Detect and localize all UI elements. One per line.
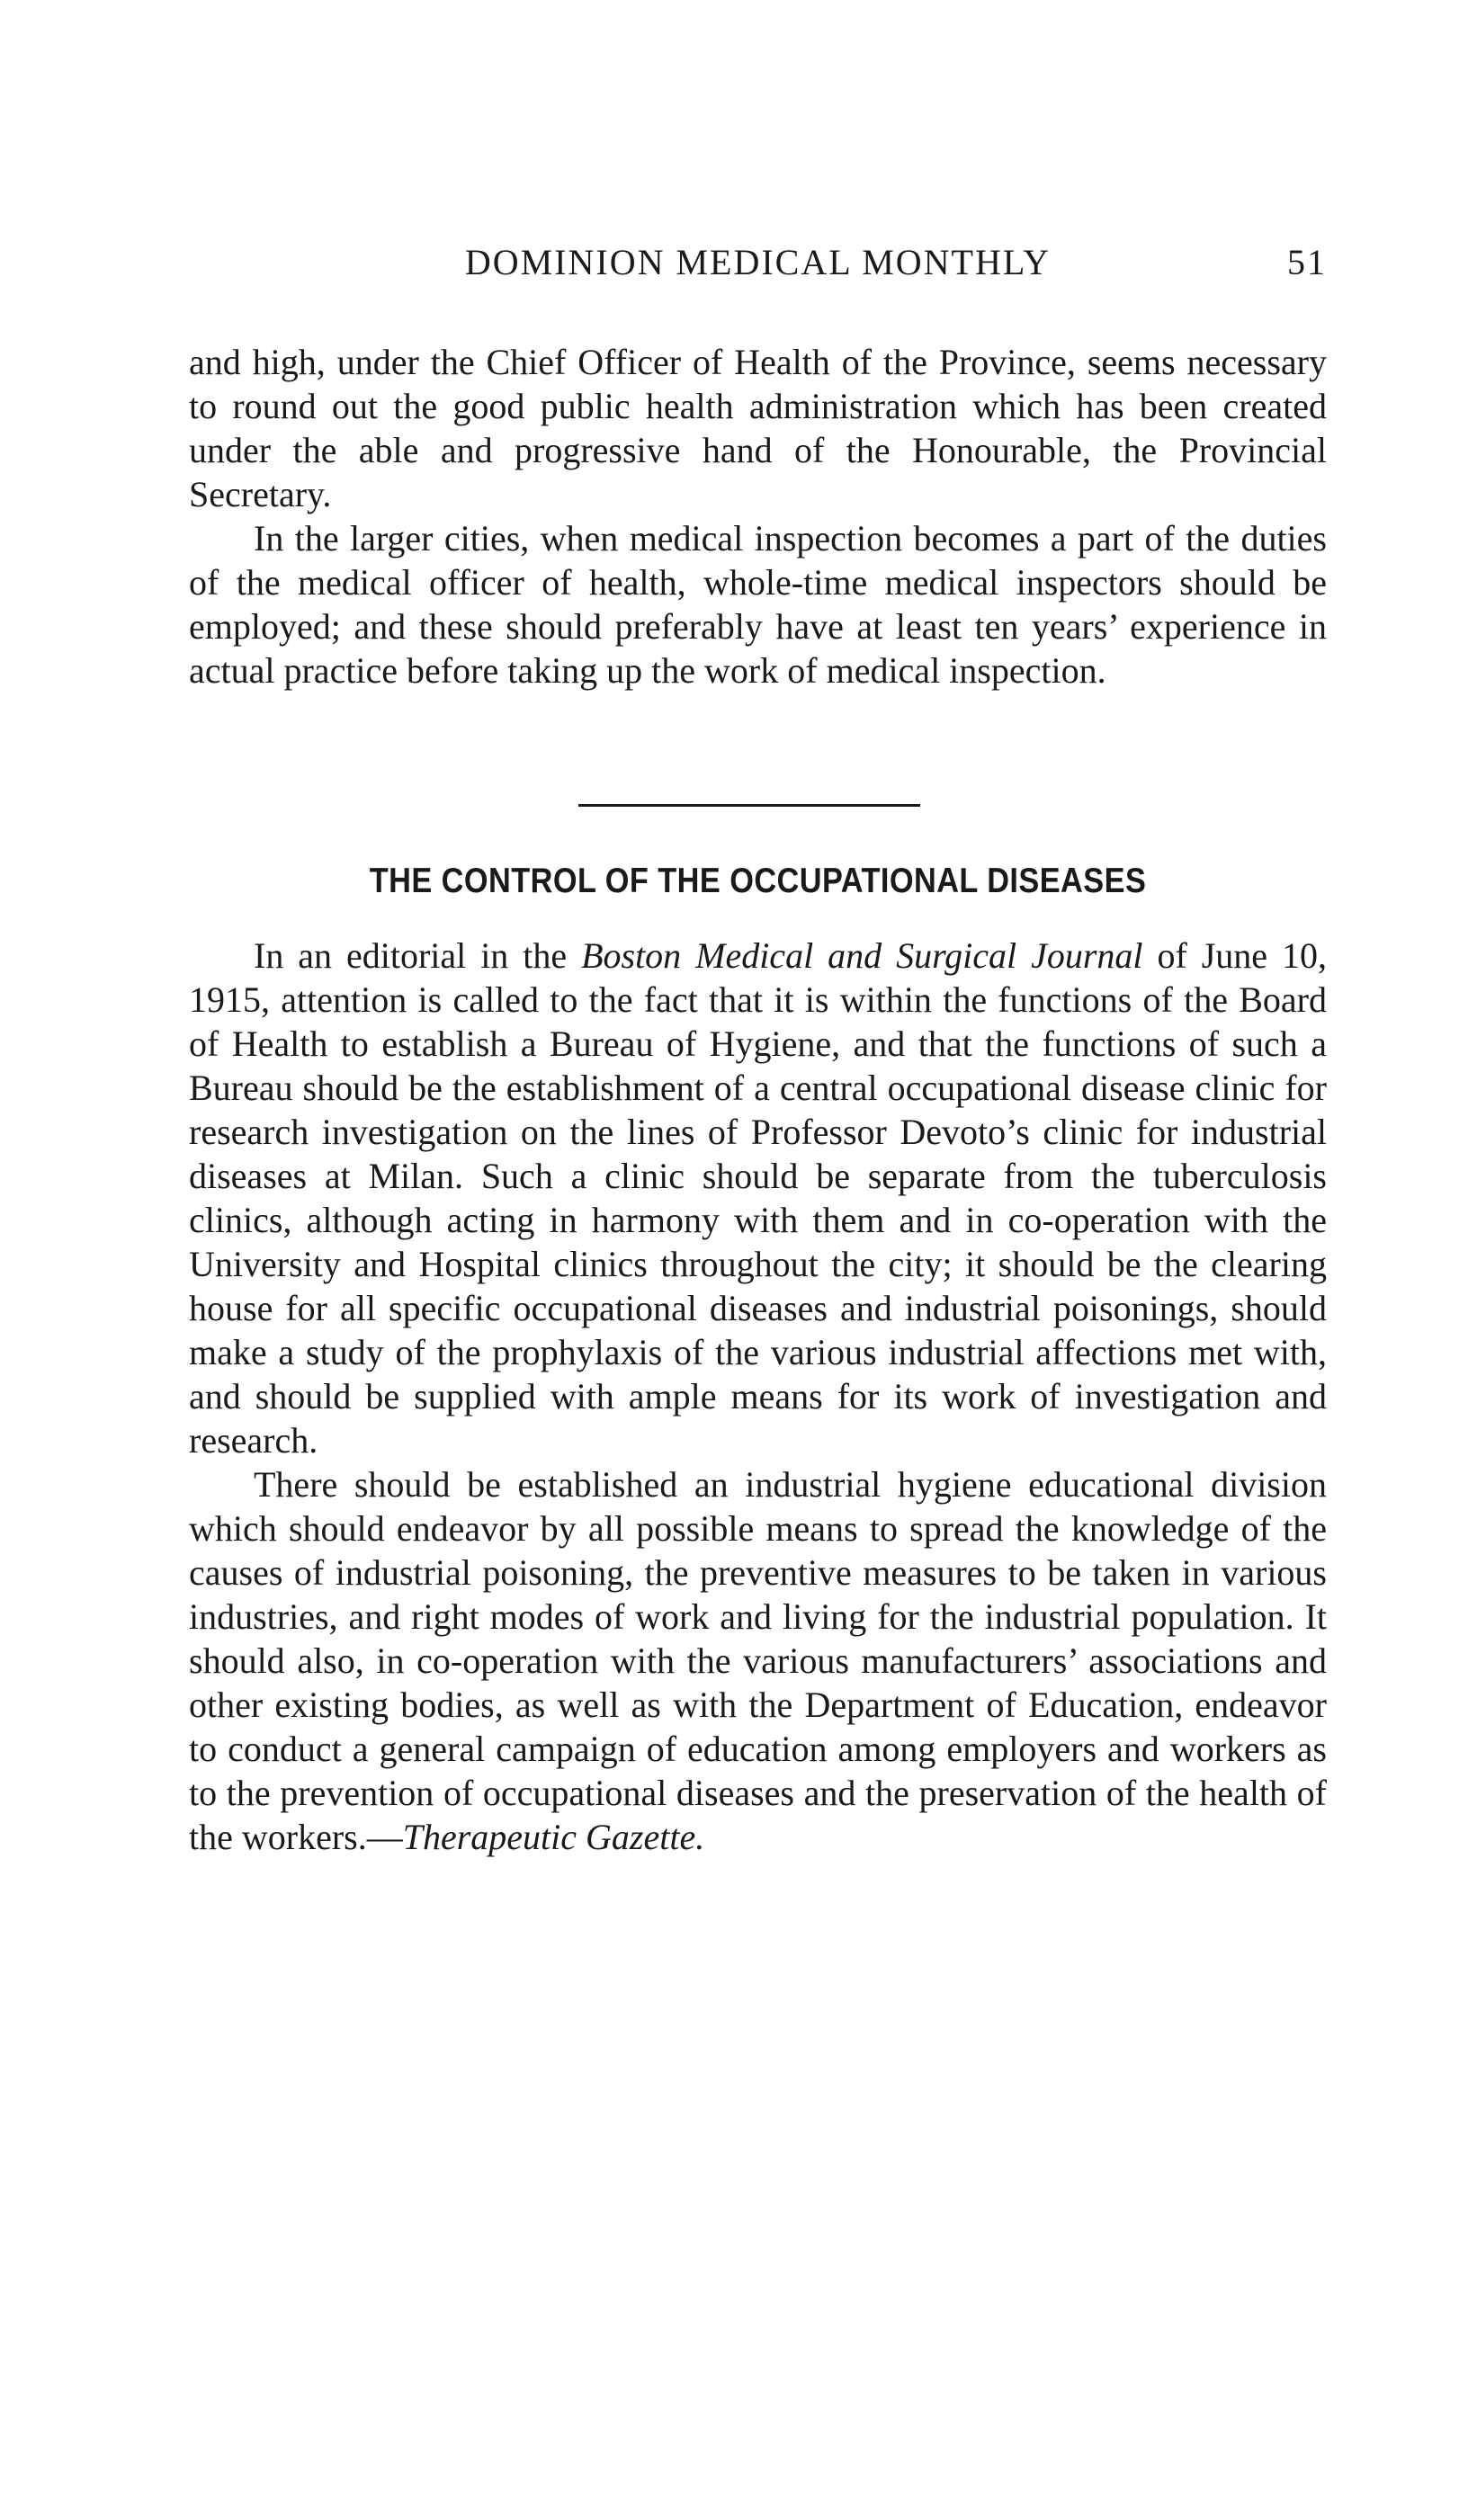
- paragraph-text: In an editorial in the: [254, 935, 582, 976]
- paragraph-text: There should be established an industrial hygiene educational division which should endeavor by all possible means to spread the knowledge of the causes of industrial poisoning, the preventive measures to be taken in various industries, and right modes of work and living for the industrial population. It should also, in co-operation with the various manufacturers’ associations and other existing bodies, as well as with the Department of Education, endeavor to conduct a general campaign of education among employers and workers as to the prevention of occupational diseases and the preservation of the health of the workers.—: [189, 1464, 1327, 1857]
- paragraph: In the larger cities, when medical inspection becomes a part of the duties of the medical officer of health, whole-time medical inspectors should be employed; and these should preferably have at least ten years’ experience in actual practice before taking up the work of medical inspection.: [189, 518, 1327, 691]
- article-body: [189, 934, 1327, 1859]
- journal-title: DOMINION MEDICAL MONTHLY: [464, 242, 1052, 282]
- article-heading: THE CONTROL OF THE OCCUPATIONAL DISEASES: [369, 862, 1147, 900]
- continued-text: [189, 340, 1327, 693]
- journal-citation: Boston Medical and Surgical Journal: [581, 935, 1143, 976]
- paragraph-text: of June 10, 1915, attention is called to the fact that it is within the functions of the Board of Health to establish a Bureau of Hygiene, and that the functions of such a Bureau should be the establishment of a central occupational disease clinic for research investigation on the lines of Professor Devoto’s clinic for industrial diseases at Milan. Such a clinic should be separate from the tuberculosis clinics, although acting in harmony with them and in co-operation with the University and Hospital clinics throughout the city; it should be the clearing house for all specific occupational diseases and industrial poisonings, should make a study of the prophylaxis of the various industrial affections met with, and should be supplied with ample means for its work of investigation and research.: [189, 935, 1327, 1461]
- source-citation: Therapeutic Gazette.: [402, 1817, 705, 1857]
- page-number: 51: [1287, 242, 1327, 282]
- paragraph: [189, 1462, 1327, 1859]
- paragraph: [189, 934, 1327, 1462]
- paragraph: and high, under the Chief Officer of Health of the Province, seems necessary to round out the good public health administration which has been created under the able and progressive hand of the Honourable, the Provincial Secretary.: [189, 342, 1327, 514]
- section-divider: [578, 804, 920, 807]
- running-head: [189, 241, 1327, 295]
